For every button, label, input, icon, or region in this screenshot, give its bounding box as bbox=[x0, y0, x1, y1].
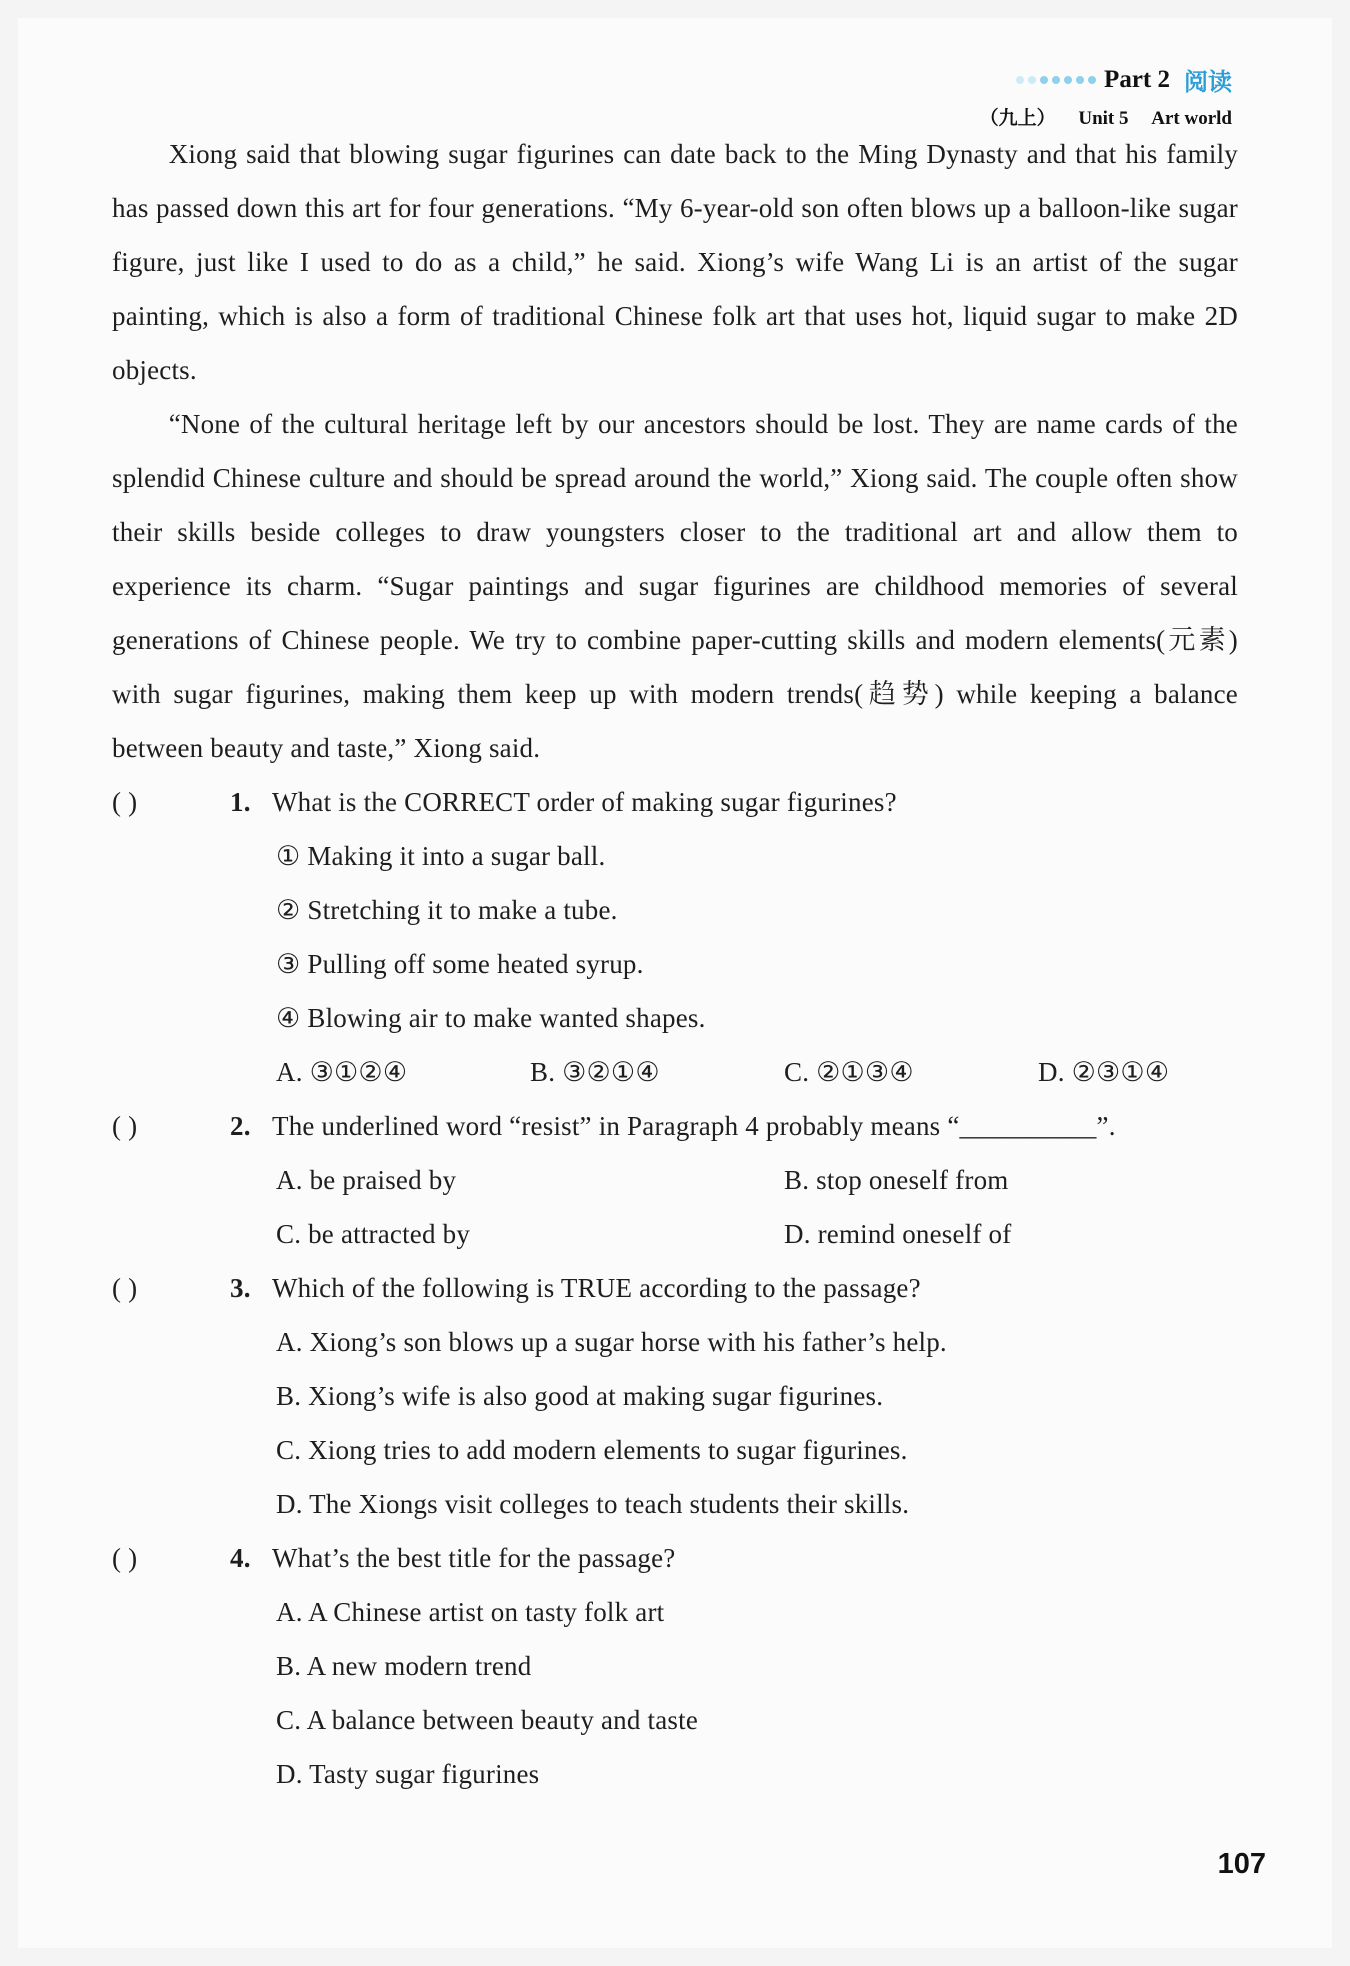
section-label: 阅读 bbox=[1184, 68, 1232, 96]
answer-blank[interactable]: ( ) bbox=[112, 1543, 138, 1573]
option-a[interactable]: A. be praised by bbox=[276, 1165, 457, 1195]
decorative-dots bbox=[1016, 76, 1096, 84]
question-3 bbox=[112, 1261, 1238, 1315]
part-label: Part 2 bbox=[1104, 65, 1170, 93]
answer-blank[interactable]: ( ) bbox=[112, 1273, 138, 1303]
grade-label: （九上） bbox=[979, 108, 1056, 129]
step-item: ① Making it into a sugar ball. bbox=[276, 841, 606, 871]
option-c[interactable]: C. Xiong tries to add modern elements to sugar figurines. bbox=[276, 1435, 908, 1465]
reading-content bbox=[112, 127, 1238, 1801]
option-c[interactable]: C. A balance between beauty and taste bbox=[276, 1705, 698, 1735]
option-b[interactable]: B. A new modern trend bbox=[276, 1651, 532, 1681]
options-row bbox=[112, 1153, 1238, 1207]
page-header bbox=[962, 62, 1232, 130]
step-item: ② Stretching it to make a tube. bbox=[276, 895, 618, 925]
question-text: What’s the best title for the passage? bbox=[272, 1543, 676, 1573]
option-b[interactable]: B. Xiong’s wife is also good at making sugar figurines. bbox=[276, 1381, 884, 1411]
step-item: ③ Pulling off some heated syrup. bbox=[276, 949, 644, 979]
option-a[interactable]: A. A Chinese artist on tasty folk art bbox=[276, 1597, 665, 1627]
question-text: The underlined word “resist” in Paragraph 4 probably means “__________”. bbox=[272, 1111, 1116, 1141]
question-number: 3. bbox=[230, 1273, 251, 1303]
question-text: Which of the following is TRUE according to the passage? bbox=[272, 1273, 921, 1303]
question-4 bbox=[112, 1531, 1238, 1585]
unit-title: Art world bbox=[1151, 108, 1232, 129]
option-d[interactable]: D. The Xiongs visit colleges to teach students their skills. bbox=[276, 1489, 910, 1519]
options-row bbox=[112, 1207, 1238, 1261]
question-2 bbox=[112, 1099, 1238, 1153]
option-b[interactable]: B. ③②①④ bbox=[530, 1057, 660, 1087]
option-c[interactable]: C. be attracted by bbox=[276, 1219, 471, 1249]
option-d[interactable]: D. Tasty sugar figurines bbox=[276, 1759, 540, 1789]
option-c[interactable]: C. ②①③④ bbox=[784, 1057, 914, 1087]
option-b[interactable]: B. stop oneself from bbox=[784, 1165, 1009, 1195]
question-number: 4. bbox=[230, 1543, 251, 1573]
question-text: What is the CORRECT order of making sugar figurines? bbox=[272, 787, 897, 817]
option-a[interactable]: A. Xiong’s son blows up a sugar horse with his father’s help. bbox=[276, 1327, 947, 1357]
option-d[interactable]: D. ②③①④ bbox=[1038, 1057, 1170, 1087]
question-1 bbox=[112, 775, 1238, 829]
answer-blank[interactable]: ( ) bbox=[112, 787, 138, 817]
paragraph: “None of the cultural heritage left by our ancestors should be lost. They are name cards of the splendid Chinese culture and should be spread around the world,” Xiong said. The couple often show their skills beside colleges to draw youngsters closer to the traditional art and allow them to experience its charm. “Sugar paintings and sugar figurines are childhood memories of several generations of Chinese people. We try to combine paper-cutting skills and modern elements(元素) with sugar figurines, making them keep up with modern trends(趋势) while keeping a balance between beauty and taste,” Xiong said. bbox=[112, 409, 1238, 763]
paragraph: Xiong said that blowing sugar figurines can date back to the Ming Dynasty and that his family has passed down this art for four generations. “My 6-year-old son often blows up a balloon-like sugar figure, just like I used to do as a child,” he said. Xiong’s wife Wang Li is an artist of the sugar painting, which is also a form of traditional Chinese folk art that uses hot, liquid sugar to make 2D objects. bbox=[112, 139, 1238, 385]
page-number: 107 bbox=[1217, 1848, 1266, 1880]
question-number: 2. bbox=[230, 1111, 251, 1141]
unit-label: Unit 5 bbox=[1078, 108, 1129, 129]
option-a[interactable]: A. ③①②④ bbox=[276, 1057, 408, 1087]
question-number: 1. bbox=[230, 787, 251, 817]
answer-blank[interactable]: ( ) bbox=[112, 1111, 138, 1141]
option-d[interactable]: D. remind oneself of bbox=[784, 1219, 1012, 1249]
step-item: ④ Blowing air to make wanted shapes. bbox=[276, 1003, 706, 1033]
options-row bbox=[112, 1045, 1238, 1099]
